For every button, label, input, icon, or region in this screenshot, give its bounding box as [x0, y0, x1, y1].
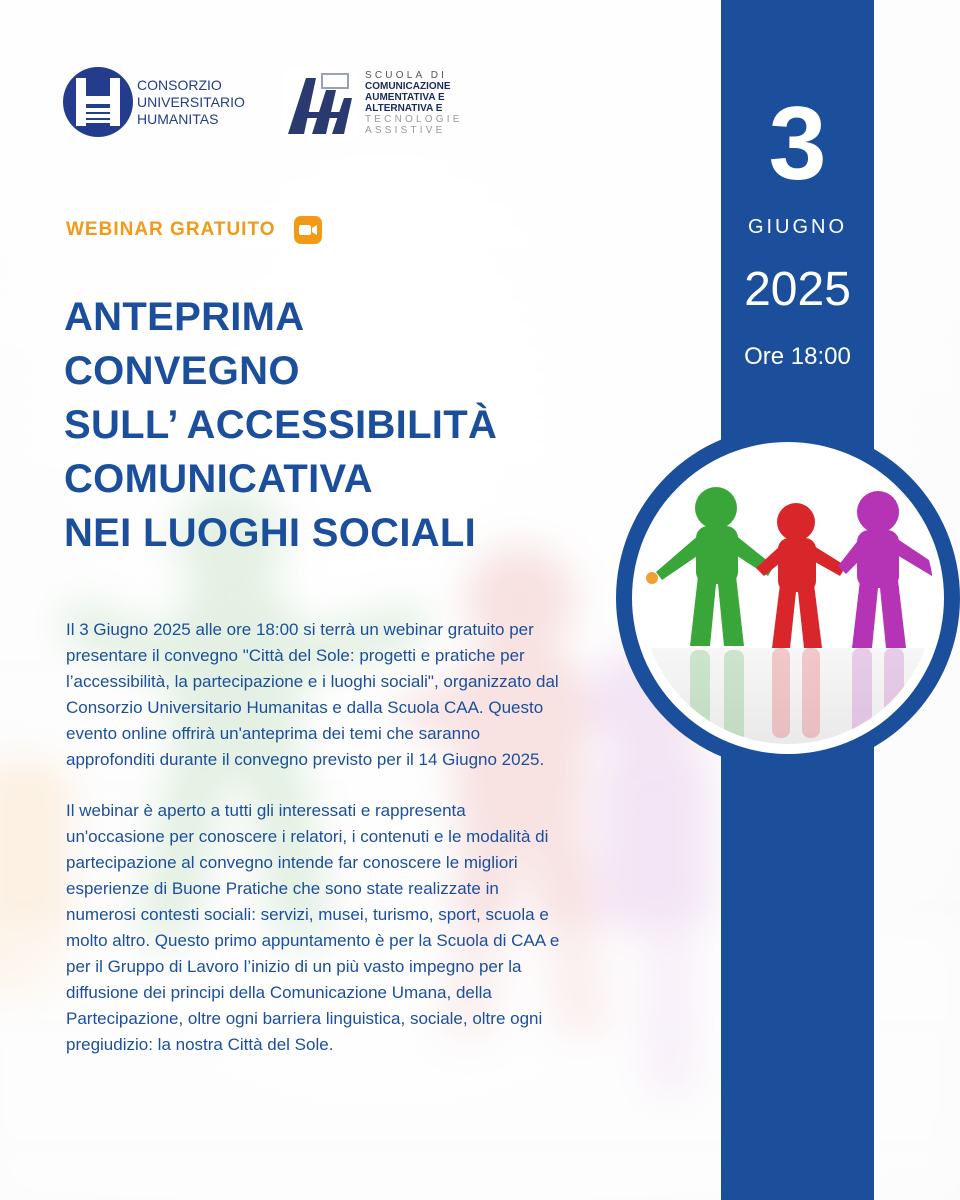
scuola-caa-logo — [282, 68, 472, 140]
scuola-caa-name — [365, 70, 463, 136]
caa-logo-mark-icon — [282, 68, 356, 140]
title-line-3: SULL’ ACCESSIBILITÀ — [64, 403, 498, 447]
humanitas-line-3: HUMANITAS — [137, 111, 219, 127]
humanitas-emblem-icon — [62, 66, 134, 138]
paper-figures-illustration — [616, 426, 960, 770]
video-camera-icon — [294, 216, 322, 244]
title-line-2: CONVEGNO — [64, 349, 300, 393]
event-title — [64, 290, 644, 560]
event-day: 3 — [768, 86, 827, 202]
scuola-line-5: TECNOLOGIE — [365, 114, 463, 125]
scuola-line-1: SCUOLA DI — [365, 70, 448, 81]
scuola-line-3: AUMENTATIVA E — [365, 92, 445, 103]
webinar-label: WEBINAR GRATUITO — [66, 219, 276, 241]
humanitas-logo — [62, 66, 252, 138]
event-year: 2025 — [744, 263, 851, 316]
event-month: GIUGNO — [747, 216, 848, 238]
title-line-5: NEI LUOGHI SOCIALI — [64, 511, 477, 555]
title-line-1: ANTEPRIMA — [64, 295, 305, 339]
description-paragraph-2: Il webinar è aperto a tutti gli interessati e rappresenta un'occasione per conoscere i relatori, i contenuti e le modalità di partecipazione al convegno intende far conoscere le migliori esperienze di Buone Pratiche che sono state realizzate in numerosi contesti sociali: servizi, musei, turismo, sport, scuola e molto altro. Questo primo appuntamento è per la Scuola di CAA e per il Gruppo di Lavoro l’inizio di un più vasto impegno per la diffusione dei principi della Comunicazione Umana, della Partecipazione, oltre ogni barriera linguistica, sociale, oltre ogni pregiudizio: la nostra Città del Sole. — [66, 801, 560, 1054]
humanitas-name — [137, 77, 245, 128]
description-paragraph-1: Il 3 Giugno 2025 alle ore 18:00 si terrà un webinar gratuito per presentare il convegno "Città del Sole: progetti e pratiche per l’accessibilità, la partecipazione e i luoghi sociali", organizzato dal Consorzio Universitario Humanitas e dalla Scuola CAA. Questo evento online offrirà un'anteprima dei temi che saranno approfonditi durante il convegno previsto per il 14 Giugno 2025. — [66, 620, 559, 769]
scuola-line-2: COMUNICAZIONE — [365, 81, 451, 92]
event-time: Ore 18:00 — [744, 343, 851, 370]
title-line-4: COMUNICATIVA — [64, 457, 373, 501]
humanitas-line-1: CONSORZIO — [137, 77, 222, 93]
humanitas-line-2: UNIVERSITARIO — [137, 94, 245, 110]
scuola-line-4: ALTERNATIVA E — [365, 103, 443, 114]
webinar-badge — [66, 216, 322, 244]
scuola-line-6: ASSISTIVE — [365, 125, 446, 136]
event-description — [66, 617, 566, 1058]
